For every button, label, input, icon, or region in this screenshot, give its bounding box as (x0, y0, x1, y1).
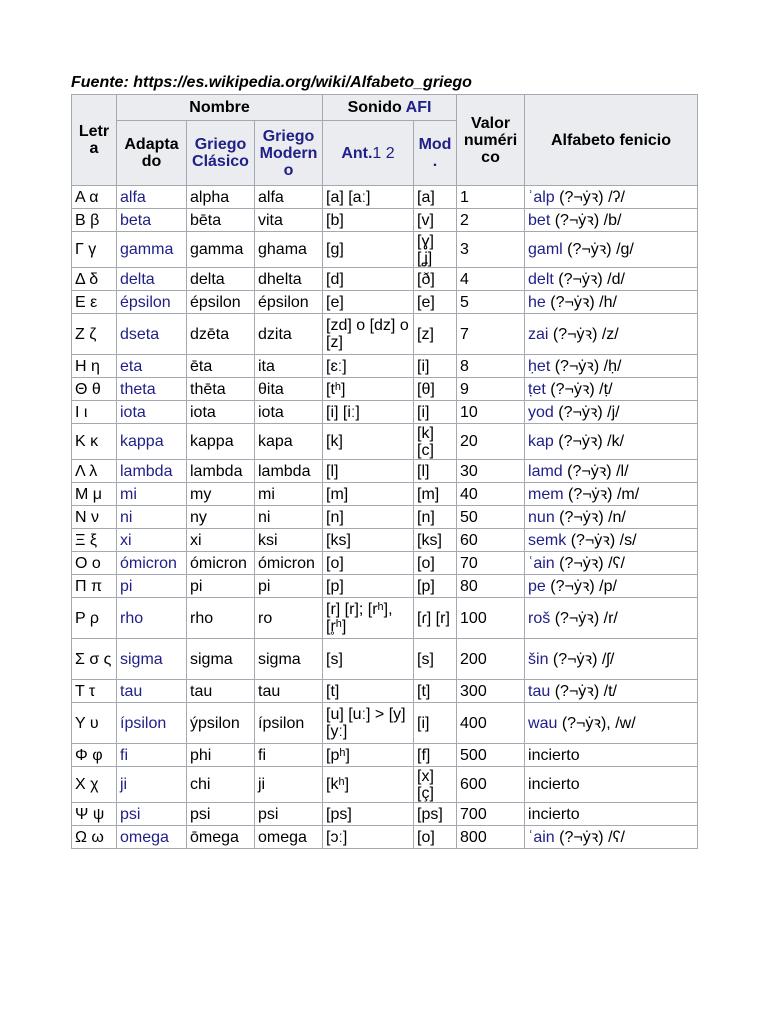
phoenician-name-link[interactable]: ṭet (528, 380, 546, 398)
header-griego-clasico[interactable]: Griego Clásico (187, 121, 255, 186)
cell-ant: [u] [uː] > [y] [yː] (323, 703, 414, 744)
cell-valor: 800 (457, 826, 525, 849)
cell-letra: Υ υ (72, 703, 117, 744)
cell-ant: [d] (323, 268, 414, 291)
cell-letra: Λ λ (72, 460, 117, 483)
cell-adaptado[interactable]: pi (117, 575, 187, 598)
phoenician-name-link[interactable]: ʿain (528, 828, 555, 846)
cell-clasico: tau (187, 680, 255, 703)
cell-letra: Κ κ (72, 424, 117, 460)
cell-adaptado[interactable]: mi (117, 483, 187, 506)
cell-fenicio[interactable]: pe (?¬ẏꝛ) /p/ (525, 575, 698, 598)
header-valor: Valor numéri co (457, 95, 525, 186)
cell-valor: 80 (457, 575, 525, 598)
cell-ant: [p] (323, 575, 414, 598)
cell-ant: [o] (323, 552, 414, 575)
cell-clasico: ómicron (187, 552, 255, 575)
cell-valor: 2 (457, 209, 525, 232)
cell-mod: [ps] (414, 803, 457, 826)
table-row (72, 506, 698, 529)
table-row (72, 355, 698, 378)
header-ant-refs[interactable]: 1 2 (372, 144, 395, 162)
phoenician-name-link[interactable]: mem (528, 485, 564, 503)
cell-clasico: phi (187, 744, 255, 767)
cell-fenicio[interactable]: he (?¬ẏꝛ) /h/ (525, 291, 698, 314)
cell-moderno: psi (255, 803, 323, 826)
header-griego-moderno[interactable]: Griego Modern o (255, 121, 323, 186)
phoenician-name-link[interactable]: nun (528, 508, 555, 526)
cell-adaptado[interactable]: ji (117, 767, 187, 803)
cell-mod: [ɾ] [r] (414, 598, 457, 639)
cell-clasico: ýpsilon (187, 703, 255, 744)
table-row (72, 314, 698, 355)
cell-mod: [p] (414, 575, 457, 598)
phoenician-name-link[interactable]: ḥet (528, 357, 551, 375)
cell-clasico: gamma (187, 232, 255, 268)
cell-clasico: sigma (187, 639, 255, 680)
phoenician-name-link[interactable]: he (528, 293, 546, 311)
phoenician-name-link[interactable]: roš (528, 609, 551, 627)
table-row (72, 598, 698, 639)
cell-fenicio[interactable]: tau (?¬ẏꝛ) /t/ (525, 680, 698, 703)
cell-moderno: omega (255, 826, 323, 849)
cell-adaptado[interactable]: tau (117, 680, 187, 703)
cell-valor: 4 (457, 268, 525, 291)
cell-fenicio[interactable]: zai (?¬ẏꝛ) /z/ (525, 314, 698, 355)
table-body (72, 186, 698, 849)
cell-mod: [v] (414, 209, 457, 232)
cell-fenicio[interactable]: kap (?¬ẏꝛ) /k/ (525, 424, 698, 460)
cell-valor: 5 (457, 291, 525, 314)
cell-valor: 200 (457, 639, 525, 680)
cell-valor: 40 (457, 483, 525, 506)
cell-letra: Ε ε (72, 291, 117, 314)
cell-adaptado[interactable]: rho (117, 598, 187, 639)
table-row (72, 209, 698, 232)
table-row (72, 401, 698, 424)
cell-adaptado[interactable]: eta (117, 355, 187, 378)
cell-fenicio[interactable]: ʾalp (?¬ẏꝛ) /ʔ/ (525, 186, 698, 209)
table-row (72, 639, 698, 680)
cell-moderno: kapa (255, 424, 323, 460)
cell-moderno: mi (255, 483, 323, 506)
cell-fenicio[interactable]: mem (?¬ẏꝛ) /m/ (525, 483, 698, 506)
phoenician-name-link[interactable]: ʿain (528, 554, 555, 572)
cell-ant: [pʰ] (323, 744, 414, 767)
cell-letra: Ζ ζ (72, 314, 117, 355)
cell-fenicio[interactable]: bet (?¬ẏꝛ) /b/ (525, 209, 698, 232)
cell-mod: [ɣ] [ʝ] (414, 232, 457, 268)
cell-adaptado[interactable]: dseta (117, 314, 187, 355)
cell-moderno: iota (255, 401, 323, 424)
phoenician-name-link[interactable]: šin (528, 650, 549, 668)
phoenician-name-link[interactable]: delt (528, 270, 554, 288)
cell-valor: 30 (457, 460, 525, 483)
cell-moderno: sigma (255, 639, 323, 680)
cell-fenicio[interactable]: gaml (?¬ẏꝛ) /g/ (525, 232, 698, 268)
cell-adaptado[interactable]: omega (117, 826, 187, 849)
header-mod[interactable]: Mod . (414, 121, 457, 186)
phoenician-name-link[interactable]: pe (528, 577, 546, 595)
cell-moderno: ji (255, 767, 323, 803)
cell-fenicio[interactable]: semk (?¬ẏꝛ) /s/ (525, 529, 698, 552)
cell-clasico: delta (187, 268, 255, 291)
table-row (72, 291, 698, 314)
cell-clasico: épsilon (187, 291, 255, 314)
cell-mod: [l] (414, 460, 457, 483)
cell-adaptado[interactable]: iota (117, 401, 187, 424)
cell-moderno: ghama (255, 232, 323, 268)
cell-mod: [m] (414, 483, 457, 506)
cell-moderno: fi (255, 744, 323, 767)
table-row (72, 232, 698, 268)
cell-valor: 3 (457, 232, 525, 268)
cell-clasico: lambda (187, 460, 255, 483)
phoenician-name-link[interactable]: tau (528, 682, 551, 700)
cell-adaptado[interactable]: épsilon (117, 291, 187, 314)
cell-valor: 70 (457, 552, 525, 575)
cell-ant: [ps] (323, 803, 414, 826)
phoenician-name-link[interactable]: kap (528, 433, 554, 450)
cell-valor: 1 (457, 186, 525, 209)
cell-ant: [zd] o [dz] o [z] (323, 314, 414, 355)
cell-mod: [k] [c] (414, 424, 457, 460)
cell-fenicio[interactable]: lamd (?¬ẏꝛ) /l/ (525, 460, 698, 483)
header-fenicio: Alfabeto fenicio (525, 95, 698, 186)
phoenician-name-link[interactable]: gaml (528, 241, 563, 258)
cell-fenicio[interactable]: delt (?¬ẏꝛ) /d/ (525, 268, 698, 291)
cell-adaptado[interactable]: beta (117, 209, 187, 232)
cell-adaptado[interactable]: alfa (117, 186, 187, 209)
cell-valor: 7 (457, 314, 525, 355)
cell-moderno: épsilon (255, 291, 323, 314)
cell-moderno: ípsilon (255, 703, 323, 744)
cell-moderno: ro (255, 598, 323, 639)
cell-letra: Ρ ρ (72, 598, 117, 639)
cell-fenicio[interactable]: ʿain (?¬ẏꝛ) /ʕ/ (525, 826, 698, 849)
cell-adaptado[interactable]: ípsilon (117, 703, 187, 744)
cell-adaptado[interactable]: delta (117, 268, 187, 291)
table-row (72, 552, 698, 575)
cell-ant: [l] (323, 460, 414, 483)
cell-moderno: ksi (255, 529, 323, 552)
cell-ant: [ɔː] (323, 826, 414, 849)
cell-adaptado[interactable]: xi (117, 529, 187, 552)
cell-letra: Χ χ (72, 767, 117, 803)
cell-ant: [b] (323, 209, 414, 232)
cell-letra: Τ τ (72, 680, 117, 703)
phoenician-name-link[interactable]: zai (528, 325, 549, 343)
table-row (72, 744, 698, 767)
cell-valor: 600 (457, 767, 525, 803)
cell-adaptado[interactable]: lambda (117, 460, 187, 483)
cell-moderno: ómicron (255, 552, 323, 575)
cell-adaptado[interactable]: theta (117, 378, 187, 401)
cell-mod: [s] (414, 639, 457, 680)
cell-ant: [r] [r]; [rʰ], [r̥ʰ] (323, 598, 414, 639)
header-letra: Letr a (72, 95, 117, 186)
cell-fenicio[interactable]: ṭet (?¬ẏꝛ) /ṭ/ (525, 378, 698, 401)
cell-letra: Δ δ (72, 268, 117, 291)
phoenician-name-link[interactable]: yod (528, 403, 554, 421)
cell-moderno: ni (255, 506, 323, 529)
cell-adaptado[interactable]: ni (117, 506, 187, 529)
cell-fenicio[interactable]: roš (?¬ẏꝛ) /r/ (525, 598, 698, 639)
cell-fenicio[interactable]: incierto (525, 744, 698, 767)
cell-clasico: iota (187, 401, 255, 424)
cell-fenicio[interactable]: šin (?¬ẏꝛ) /ʃ/ (525, 639, 698, 680)
cell-letra: Ω ω (72, 826, 117, 849)
cell-moderno: vita (255, 209, 323, 232)
cell-moderno: θita (255, 378, 323, 401)
cell-mod: [z] (414, 314, 457, 355)
phoenician-name-link[interactable]: semk (528, 531, 567, 549)
cell-adaptado[interactable]: kappa (117, 424, 187, 460)
cell-adaptado[interactable]: ómicron (117, 552, 187, 575)
cell-mod: [ð] (414, 268, 457, 291)
cell-mod: [θ] (414, 378, 457, 401)
cell-mod: [n] (414, 506, 457, 529)
cell-ant: [i] [iː] (323, 401, 414, 424)
cell-clasico: psi (187, 803, 255, 826)
cell-ant: [kʰ] (323, 767, 414, 803)
cell-ant: [e] (323, 291, 414, 314)
cell-moderno: dhelta (255, 268, 323, 291)
cell-clasico: pi (187, 575, 255, 598)
cell-valor: 9 (457, 378, 525, 401)
cell-letra: Ξ ξ (72, 529, 117, 552)
cell-mod: [t] (414, 680, 457, 703)
table-row (72, 529, 698, 552)
cell-valor: 500 (457, 744, 525, 767)
cell-clasico: xi (187, 529, 255, 552)
cell-clasico: ēta (187, 355, 255, 378)
afi-link[interactable]: AFI (405, 99, 432, 116)
header-ant-label[interactable]: Ant. (341, 144, 373, 162)
cell-mod: [ks] (414, 529, 457, 552)
header-sonido-label: Sonido (347, 99, 402, 116)
table-row (72, 424, 698, 460)
cell-ant: [tʰ] (323, 378, 414, 401)
cell-ant: [ɛː] (323, 355, 414, 378)
cell-letra: Η η (72, 355, 117, 378)
cell-mod: [f] (414, 744, 457, 767)
table-row (72, 575, 698, 598)
cell-clasico: dzēta (187, 314, 255, 355)
cell-ant: [a] [aː] (323, 186, 414, 209)
cell-mod: [e] (414, 291, 457, 314)
cell-ant: [m] (323, 483, 414, 506)
cell-clasico: ōmega (187, 826, 255, 849)
cell-mod: [a] (414, 186, 457, 209)
phoenician-name-link[interactable]: wau (528, 714, 558, 732)
cell-ant: [ks] (323, 529, 414, 552)
cell-fenicio[interactable]: incierto (525, 767, 698, 803)
cell-ant: [t] (323, 680, 414, 703)
header-adaptado: Adapta do (117, 121, 187, 186)
cell-valor: 100 (457, 598, 525, 639)
cell-clasico: thēta (187, 378, 255, 401)
greek-alphabet-table (71, 94, 698, 849)
cell-clasico: rho (187, 598, 255, 639)
cell-mod: [i] (414, 703, 457, 744)
cell-mod: [i] (414, 401, 457, 424)
cell-letra: Θ θ (72, 378, 117, 401)
table-row (72, 186, 698, 209)
header-ant[interactable] (323, 121, 414, 186)
cell-fenicio[interactable]: incierto (525, 803, 698, 826)
cell-moderno: ita (255, 355, 323, 378)
table-row (72, 680, 698, 703)
cell-fenicio[interactable]: wau (?¬ẏꝛ), /w/ (525, 703, 698, 744)
cell-moderno: dzita (255, 314, 323, 355)
cell-moderno: pi (255, 575, 323, 598)
phoenician-name-link[interactable]: lamd (528, 462, 563, 480)
table-row (72, 826, 698, 849)
cell-moderno: lambda (255, 460, 323, 483)
cell-letra: Ι ι (72, 401, 117, 424)
cell-valor: 60 (457, 529, 525, 552)
cell-letra: Ο ο (72, 552, 117, 575)
table-row (72, 378, 698, 401)
cell-clasico: alpha (187, 186, 255, 209)
table-row (72, 268, 698, 291)
cell-valor: 20 (457, 424, 525, 460)
cell-clasico: ny (187, 506, 255, 529)
cell-letra: Ψ ψ (72, 803, 117, 826)
header-nombre: Nombre (117, 95, 323, 121)
cell-moderno: alfa (255, 186, 323, 209)
cell-ant: [s] (323, 639, 414, 680)
cell-valor: 50 (457, 506, 525, 529)
cell-letra: Σ σ ς (72, 639, 117, 680)
cell-ant: [n] (323, 506, 414, 529)
cell-fenicio[interactable]: ʿain (?¬ẏꝛ) /ʕ/ (525, 552, 698, 575)
cell-valor: 700 (457, 803, 525, 826)
source-citation: Fuente: https://es.wikipedia.org/wiki/Alfabeto_griego (71, 74, 472, 91)
cell-letra: Β β (72, 209, 117, 232)
cell-mod: [o] (414, 826, 457, 849)
cell-adaptado[interactable]: gamma (117, 232, 187, 268)
cell-valor: 8 (457, 355, 525, 378)
cell-mod: [x] [ç] (414, 767, 457, 803)
cell-moderno: tau (255, 680, 323, 703)
table-row (72, 703, 698, 744)
cell-fenicio[interactable]: ḥet (?¬ẏꝛ) /ḥ/ (525, 355, 698, 378)
cell-fenicio[interactable]: nun (?¬ẏꝛ) /n/ (525, 506, 698, 529)
cell-letra: Π π (72, 575, 117, 598)
cell-clasico: chi (187, 767, 255, 803)
cell-letra: Α α (72, 186, 117, 209)
table-row (72, 767, 698, 803)
phoenician-name-link[interactable]: bet (528, 211, 551, 229)
cell-clasico: bēta (187, 209, 255, 232)
table-row (72, 460, 698, 483)
cell-letra: Μ μ (72, 483, 117, 506)
cell-letra: Φ φ (72, 744, 117, 767)
cell-letra: Ν ν (72, 506, 117, 529)
cell-ant: [g] (323, 232, 414, 268)
cell-letra: Γ γ (72, 232, 117, 268)
cell-valor: 10 (457, 401, 525, 424)
cell-mod: [i] (414, 355, 457, 378)
header-sonido (323, 95, 457, 121)
cell-valor: 400 (457, 703, 525, 744)
phoenician-name-link[interactable]: ʾalp (528, 188, 555, 206)
cell-clasico: my (187, 483, 255, 506)
cell-valor: 300 (457, 680, 525, 703)
cell-ant: [k] (323, 424, 414, 460)
cell-mod: [o] (414, 552, 457, 575)
cell-adaptado[interactable]: sigma (117, 639, 187, 680)
cell-clasico: kappa (187, 424, 255, 460)
table-row (72, 483, 698, 506)
cell-fenicio[interactable]: yod (?¬ẏꝛ) /j/ (525, 401, 698, 424)
cell-adaptado[interactable]: fi (117, 744, 187, 767)
cell-adaptado[interactable]: psi (117, 803, 187, 826)
table-row (72, 803, 698, 826)
